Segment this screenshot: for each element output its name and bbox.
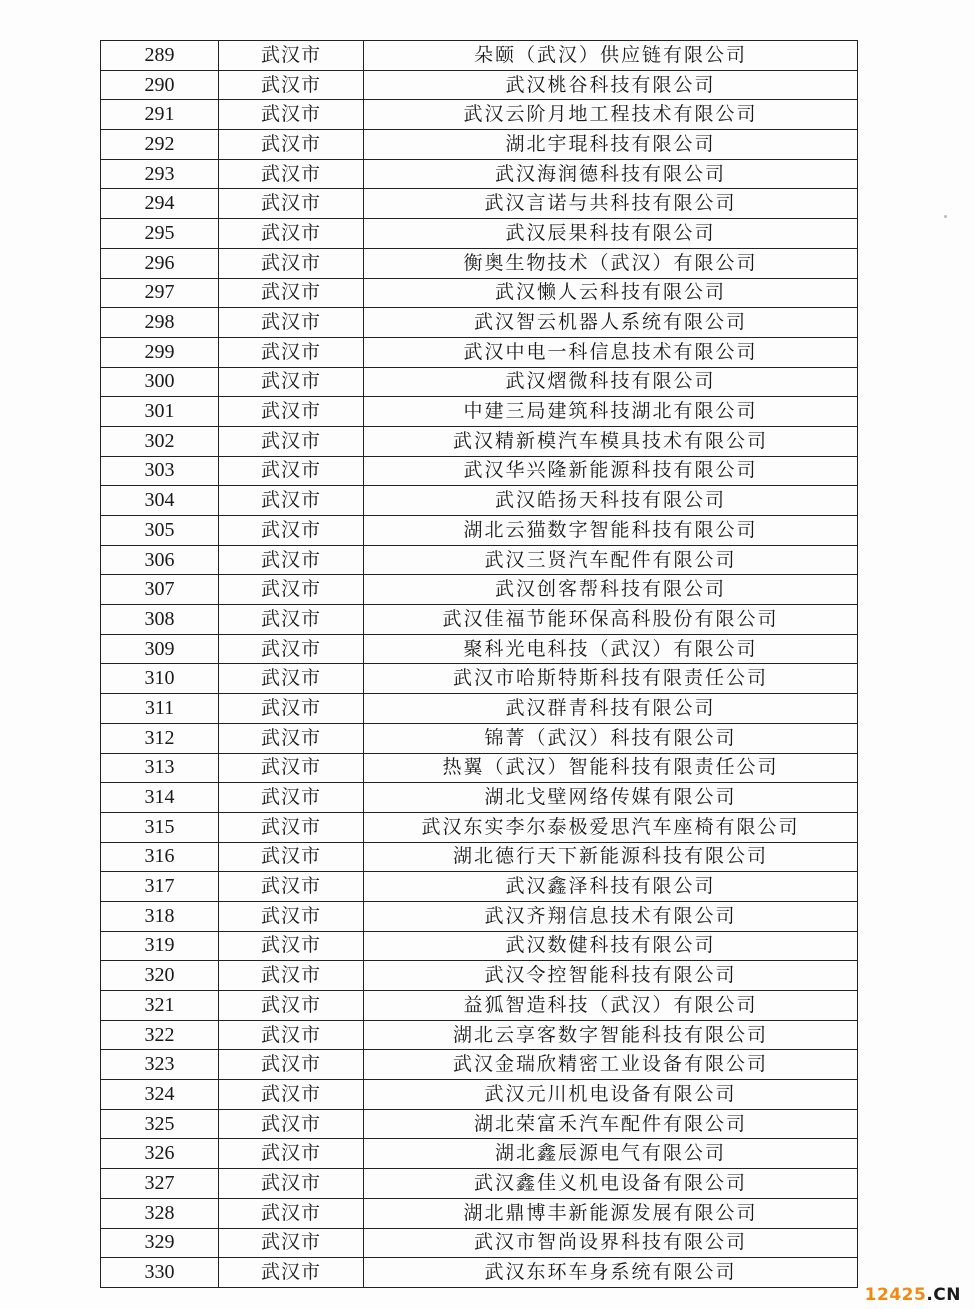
row-city: 武汉市 [219, 1020, 364, 1050]
row-city: 武汉市 [219, 367, 364, 397]
row-number: 300 [101, 367, 219, 397]
row-company-name: 武汉桃谷科技有限公司 [364, 70, 858, 100]
table-row [101, 1020, 858, 1050]
table-row [101, 694, 858, 724]
row-city: 武汉市 [219, 100, 364, 130]
row-number: 305 [101, 516, 219, 546]
row-number: 289 [101, 41, 219, 71]
row-company-name: 武汉智云机器人系统有限公司 [364, 308, 858, 338]
row-city: 武汉市 [219, 456, 364, 486]
row-company-name: 湖北荣富禾汽车配件有限公司 [364, 1109, 858, 1139]
watermark-domain: .CN [926, 1285, 961, 1305]
row-number: 303 [101, 456, 219, 486]
row-city: 武汉市 [219, 130, 364, 160]
row-city: 武汉市 [219, 189, 364, 219]
table-row [101, 367, 858, 397]
row-number: 312 [101, 723, 219, 753]
row-company-name: 武汉齐翔信息技术有限公司 [364, 901, 858, 931]
row-company-name: 衡奥生物技术（武汉）有限公司 [364, 248, 858, 278]
row-number: 290 [101, 70, 219, 100]
row-company-name: 武汉创客帮科技有限公司 [364, 575, 858, 605]
row-city: 武汉市 [219, 901, 364, 931]
row-company-name: 武汉东环车身系统有限公司 [364, 1258, 858, 1288]
row-company-name: 聚科光电科技（武汉）有限公司 [364, 634, 858, 664]
row-number: 311 [101, 694, 219, 724]
row-city: 武汉市 [219, 545, 364, 575]
row-company-name: 湖北云猫数字智能科技有限公司 [364, 516, 858, 546]
table-row [101, 189, 858, 219]
table-row [101, 70, 858, 100]
row-company-name: 武汉市哈斯特斯科技有限责任公司 [364, 664, 858, 694]
table-row [101, 901, 858, 931]
row-city: 武汉市 [219, 486, 364, 516]
table-row [101, 130, 858, 160]
table-row [101, 456, 858, 486]
row-number: 292 [101, 130, 219, 160]
table-row [101, 783, 858, 813]
table-row [101, 516, 858, 546]
row-number: 318 [101, 901, 219, 931]
row-number: 304 [101, 486, 219, 516]
row-city: 武汉市 [219, 1228, 364, 1258]
row-company-name: 武汉三贤汽车配件有限公司 [364, 545, 858, 575]
site-watermark [865, 1285, 961, 1305]
table-row [101, 219, 858, 249]
row-city: 武汉市 [219, 397, 364, 427]
row-company-name: 锦菁（武汉）科技有限公司 [364, 723, 858, 753]
row-number: 322 [101, 1020, 219, 1050]
table-row [101, 1169, 858, 1199]
row-number: 325 [101, 1109, 219, 1139]
table-row [101, 337, 858, 367]
row-city: 武汉市 [219, 278, 364, 308]
table-row [101, 664, 858, 694]
row-city: 武汉市 [219, 605, 364, 635]
table-row [101, 278, 858, 308]
row-number: 324 [101, 1080, 219, 1110]
row-company-name: 武汉懒人云科技有限公司 [364, 278, 858, 308]
row-number: 323 [101, 1050, 219, 1080]
row-city: 武汉市 [219, 634, 364, 664]
row-city: 武汉市 [219, 1198, 364, 1228]
row-number: 306 [101, 545, 219, 575]
row-number: 315 [101, 812, 219, 842]
table-row [101, 1139, 858, 1169]
table-row [101, 1109, 858, 1139]
row-number: 301 [101, 397, 219, 427]
row-city: 武汉市 [219, 723, 364, 753]
row-company-name: 武汉皓扬天科技有限公司 [364, 486, 858, 516]
table-body [101, 41, 858, 1288]
table-row [101, 842, 858, 872]
row-company-name: 武汉中电一科信息技术有限公司 [364, 337, 858, 367]
scan-speck [944, 215, 947, 218]
table-row [101, 248, 858, 278]
row-number: 298 [101, 308, 219, 338]
row-city: 武汉市 [219, 1080, 364, 1110]
row-number: 319 [101, 931, 219, 961]
row-number: 291 [101, 100, 219, 130]
row-city: 武汉市 [219, 1139, 364, 1169]
row-city: 武汉市 [219, 842, 364, 872]
row-city: 武汉市 [219, 783, 364, 813]
row-number: 294 [101, 189, 219, 219]
row-city: 武汉市 [219, 812, 364, 842]
table-row [101, 1050, 858, 1080]
row-number: 309 [101, 634, 219, 664]
row-number: 327 [101, 1169, 219, 1199]
row-city: 武汉市 [219, 961, 364, 991]
row-number: 316 [101, 842, 219, 872]
table-row [101, 41, 858, 71]
row-number: 308 [101, 605, 219, 635]
row-number: 317 [101, 872, 219, 902]
row-number: 328 [101, 1198, 219, 1228]
row-city: 武汉市 [219, 219, 364, 249]
table-row [101, 1198, 858, 1228]
table-row [101, 545, 858, 575]
row-company-name: 中建三局建筑科技湖北有限公司 [364, 397, 858, 427]
row-city: 武汉市 [219, 308, 364, 338]
row-number: 299 [101, 337, 219, 367]
row-number: 302 [101, 426, 219, 456]
row-city: 武汉市 [219, 753, 364, 783]
row-company-name: 湖北鑫辰源电气有限公司 [364, 1139, 858, 1169]
row-number: 295 [101, 219, 219, 249]
table-row [101, 308, 858, 338]
row-number: 314 [101, 783, 219, 813]
table-row [101, 961, 858, 991]
row-city: 武汉市 [219, 337, 364, 367]
row-company-name: 武汉群青科技有限公司 [364, 694, 858, 724]
row-number: 330 [101, 1258, 219, 1288]
row-city: 武汉市 [219, 41, 364, 71]
table-row [101, 812, 858, 842]
row-city: 武汉市 [219, 1169, 364, 1199]
row-company-name: 武汉东实李尔泰极爱思汽车座椅有限公司 [364, 812, 858, 842]
row-city: 武汉市 [219, 70, 364, 100]
row-company-name: 武汉鑫泽科技有限公司 [364, 872, 858, 902]
table-row [101, 1080, 858, 1110]
row-company-name: 武汉精新模汽车模具技术有限公司 [364, 426, 858, 456]
row-company-name: 武汉云阶月地工程技术有限公司 [364, 100, 858, 130]
table-row [101, 931, 858, 961]
row-number: 320 [101, 961, 219, 991]
row-company-name: 武汉鑫佳义机电设备有限公司 [364, 1169, 858, 1199]
row-number: 326 [101, 1139, 219, 1169]
row-city: 武汉市 [219, 1258, 364, 1288]
row-company-name: 武汉佳福节能环保高科股份有限公司 [364, 605, 858, 635]
row-city: 武汉市 [219, 575, 364, 605]
row-city: 武汉市 [219, 694, 364, 724]
row-company-name: 武汉数健科技有限公司 [364, 931, 858, 961]
table-row [101, 575, 858, 605]
row-city: 武汉市 [219, 872, 364, 902]
row-number: 310 [101, 664, 219, 694]
watermark-number: 12425 [864, 1285, 927, 1305]
table-row [101, 1228, 858, 1258]
row-company-name: 武汉元川机电设备有限公司 [364, 1080, 858, 1110]
row-company-name: 武汉海润德科技有限公司 [364, 159, 858, 189]
table-row [101, 605, 858, 635]
row-city: 武汉市 [219, 426, 364, 456]
table-row [101, 723, 858, 753]
row-company-name: 武汉市智尚设界科技有限公司 [364, 1228, 858, 1258]
row-company-name: 热翼（武汉）智能科技有限责任公司 [364, 753, 858, 783]
row-number: 313 [101, 753, 219, 783]
table-row [101, 872, 858, 902]
table-row [101, 991, 858, 1021]
row-company-name: 朵颐（武汉）供应链有限公司 [364, 41, 858, 71]
row-number: 321 [101, 991, 219, 1021]
row-number: 329 [101, 1228, 219, 1258]
table-row [101, 426, 858, 456]
row-company-name: 湖北戈壁网络传媒有限公司 [364, 783, 858, 813]
row-number: 296 [101, 248, 219, 278]
row-company-name: 武汉金瑞欣精密工业设备有限公司 [364, 1050, 858, 1080]
row-city: 武汉市 [219, 931, 364, 961]
row-city: 武汉市 [219, 516, 364, 546]
table-row [101, 753, 858, 783]
row-company-name: 武汉言诺与共科技有限公司 [364, 189, 858, 219]
row-company-name: 湖北鼎博丰新能源发展有限公司 [364, 1198, 858, 1228]
table-row [101, 634, 858, 664]
row-city: 武汉市 [219, 664, 364, 694]
row-city: 武汉市 [219, 991, 364, 1021]
row-city: 武汉市 [219, 1109, 364, 1139]
table-row [101, 159, 858, 189]
row-company-name: 湖北德行天下新能源科技有限公司 [364, 842, 858, 872]
row-company-name: 武汉华兴隆新能源科技有限公司 [364, 456, 858, 486]
table-row [101, 397, 858, 427]
row-company-name: 武汉辰果科技有限公司 [364, 219, 858, 249]
row-company-name: 湖北宇琨科技有限公司 [364, 130, 858, 160]
row-company-name: 湖北云享客数字智能科技有限公司 [364, 1020, 858, 1050]
row-company-name: 武汉熠微科技有限公司 [364, 367, 858, 397]
row-number: 293 [101, 159, 219, 189]
table-row [101, 1258, 858, 1288]
company-list-table [100, 40, 858, 1288]
table-row [101, 100, 858, 130]
row-city: 武汉市 [219, 159, 364, 189]
row-number: 297 [101, 278, 219, 308]
row-city: 武汉市 [219, 248, 364, 278]
row-number: 307 [101, 575, 219, 605]
row-city: 武汉市 [219, 1050, 364, 1080]
table-row [101, 486, 858, 516]
row-company-name: 武汉令控智能科技有限公司 [364, 961, 858, 991]
row-company-name: 益狐智造科技（武汉）有限公司 [364, 991, 858, 1021]
